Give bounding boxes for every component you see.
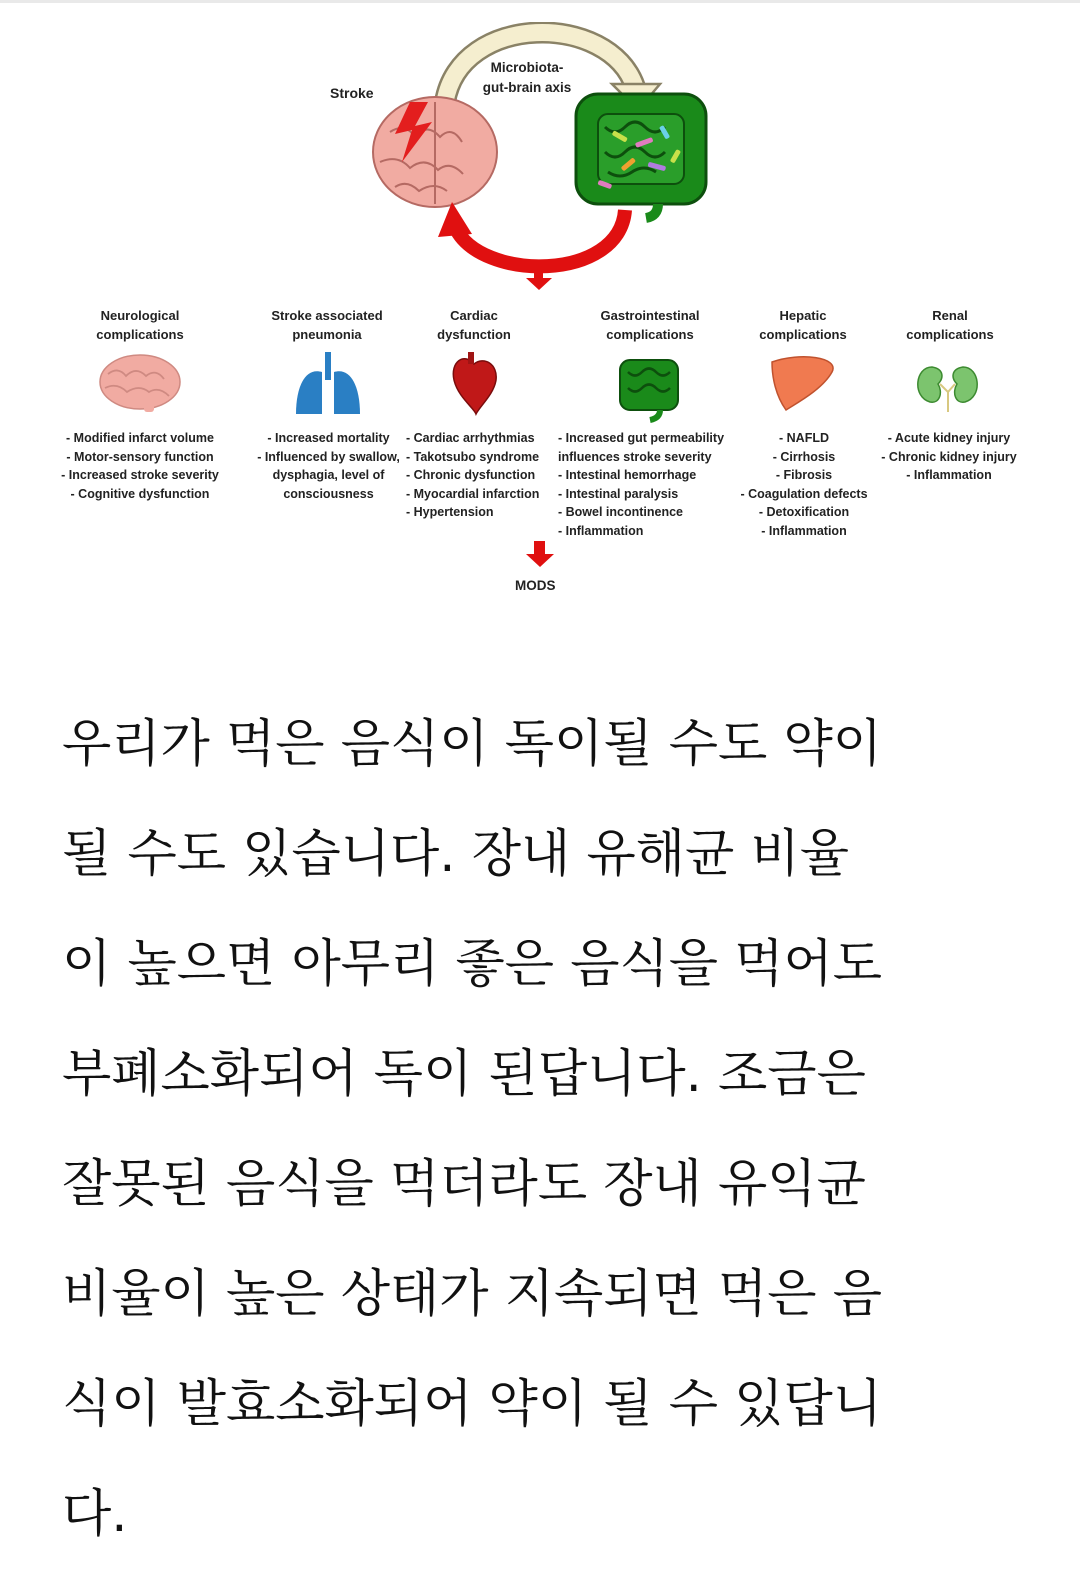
brain-illustration — [373, 97, 497, 207]
gastrointestinal-items: - Increased gut permeability influences stroke severity - Intestinal hemorrhage - Intestinal paralysis - Bowel incontinence - Inflammation — [558, 431, 725, 538]
category-title-hepatic: Hepatic complications — [759, 308, 847, 342]
stroke-complications-figure — [60, 22, 1020, 602]
heart-icon — [453, 352, 496, 414]
liver-icon — [772, 357, 833, 410]
neurological-items: - Modified infarct volume - Motor-sensory function - Increased stroke severity - Cognitive dysfunction — [61, 431, 219, 501]
article-line: 비율이 높은 상태가 지속되면 먹은 음 — [62, 1265, 883, 1324]
lungs-icon — [296, 352, 360, 414]
category-title-gastrointestinal: Gastrointestinal complications — [600, 308, 700, 342]
article-line: 식이 발효소화되어 약이 될 수 있답니 — [62, 1375, 883, 1434]
article-paragraph — [62, 690, 1012, 1570]
category-title-renal: Renal complications — [906, 308, 994, 342]
microbiota-gut-brain-axis-label: Microbiota- gut-brain axis — [482, 60, 572, 95]
category-title-pneumonia: Stroke associated pneumonia — [271, 308, 383, 342]
gut-illustration — [576, 94, 706, 218]
article-line: 다. — [62, 1485, 128, 1544]
cardiac-items: - Cardiac arrhythmias - Takotsubo syndrome - Chronic dysfunction - Myocardial infarction - Hypertension — [406, 431, 540, 519]
article-line: 우리가 먹은 음식이 독이될 수도 약이 — [62, 715, 883, 774]
gut-to-brain-arrow — [455, 210, 625, 266]
kidney-icon — [918, 367, 977, 412]
mods-label: MODS — [515, 578, 556, 593]
article-line: 이 높으면 아무리 좋은 음식을 먹어도 — [62, 935, 883, 994]
article-line: 잘못된 음식을 먹더라도 장내 유익균 — [62, 1155, 866, 1214]
article-line: 될 수도 있습니다. 장내 유해균 비율 — [62, 825, 849, 884]
top-divider — [0, 0, 1080, 3]
stroke-label: Stroke — [330, 85, 374, 101]
intestine-icon — [620, 360, 678, 420]
article-line: 부폐소화되어 독이 된답니다. 조금은 — [62, 1045, 866, 1104]
brain-icon — [100, 355, 180, 412]
category-title-neurological: Neurological complications — [96, 308, 184, 342]
renal-items: - Acute kidney injury - Chronic kidney injury - Inflammation — [881, 431, 1017, 482]
hepatic-items: - NAFLD - Cirrhosis - Fibrosis - Coagulation defects - Detoxification - Inflammation — [740, 431, 868, 538]
pneumonia-items: - Increased mortality - Influenced by swallow, dysphagia, level of consciousness — [257, 431, 400, 501]
category-title-cardiac: Cardiac dysfunction — [437, 308, 511, 342]
